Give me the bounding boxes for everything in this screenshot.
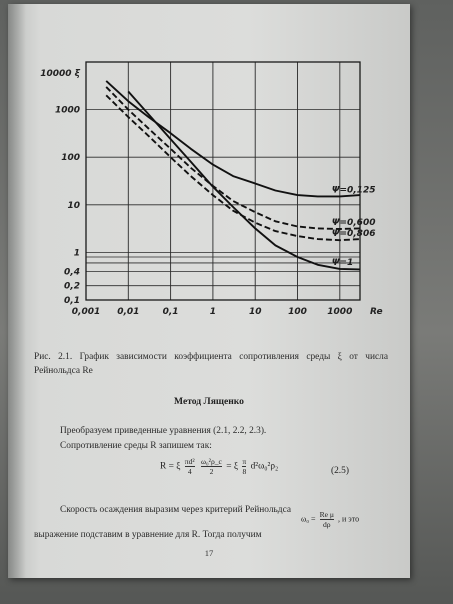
page-number: 17 <box>204 548 214 558</box>
series-label-2: Ψ=0,600 <box>331 218 376 229</box>
fraction-2-denominator: 2 <box>209 467 214 476</box>
inline-formula-velocity <box>301 510 359 529</box>
series-curve-3 <box>106 95 360 240</box>
x-tick-label: 0,001 <box>71 307 101 317</box>
equation-number: (2.5) <box>331 466 349 476</box>
formula-tail: d²ω₀²ρ₂ <box>250 461 279 472</box>
paragraph-4: выражение подставим в уравнение для R. Тогда получим <box>34 530 262 540</box>
inline-formula-denominator: dρ <box>322 520 331 529</box>
x-tick-label: 10 <box>248 307 262 317</box>
y-tick-label: 10 <box>67 200 80 211</box>
y-tick-label: 0,1 <box>64 296 80 306</box>
section-title: Метод Лященко <box>174 396 244 407</box>
x-axis-label: Re <box>370 307 383 317</box>
fraction-1-numerator: πd² <box>184 457 195 466</box>
fraction-1-denominator: 4 <box>187 467 192 476</box>
x-tick-label: 0,1 <box>162 307 179 317</box>
drag-coefficient-chart <box>38 56 394 328</box>
chart-svg <box>38 56 394 328</box>
paragraph-1: Преобразуем приведенные уравнения (2.1, 2.2, 2.3). <box>60 426 267 436</box>
y-tick-label: 0,2 <box>64 281 80 292</box>
x-tick-label: 1000 <box>327 307 353 317</box>
y-tick-label: 0,4 <box>64 267 80 278</box>
paragraph-3-text: Скорость осаждения выразим через критерий Рейнольдса <box>60 505 292 515</box>
series-curve-1 <box>106 81 360 196</box>
y-tick-label: 1000 <box>54 105 80 116</box>
fraction-3-denominator: 8 <box>242 467 247 476</box>
y-axis-top-label: 10000 ξ <box>40 69 80 79</box>
figure-caption: Рис. 2.1. График зависимости коэффициента сопротивления среды ξ от числа Рейнольдса Re <box>34 352 388 376</box>
inline-formula-fraction <box>320 510 334 529</box>
formula-mid: = ξ <box>226 461 239 472</box>
y-tick-label: 100 <box>61 153 80 164</box>
series-label-3: Ψ=0,806 <box>331 229 376 240</box>
formula-2-5 <box>160 457 278 476</box>
formula-fraction-2 <box>201 457 222 476</box>
x-tick-label: 0,01 <box>117 307 140 317</box>
x-tick-label: 1 <box>209 307 217 317</box>
formula-fraction-1 <box>185 457 195 476</box>
formula-lhs: R = ξ <box>160 461 181 472</box>
paragraph-3 <box>60 505 291 515</box>
series-label-4: Ψ=1 <box>331 257 354 268</box>
fraction-3-numerator: π <box>242 457 247 466</box>
paragraph-3-ending: , и это <box>337 514 360 524</box>
book-page <box>8 4 410 578</box>
inline-formula-lhs: ω₀ = <box>301 514 316 524</box>
x-tick-label: 100 <box>288 307 307 317</box>
fraction-2-numerator: ω₀²ρ_с <box>201 457 222 466</box>
y-tick-label: 1 <box>73 248 80 259</box>
inline-formula-numerator: Re μ <box>319 510 334 519</box>
paragraph-2: Сопротивление среды R запишем так: <box>60 441 212 451</box>
series-label-1: Ψ=0,125 <box>331 185 376 196</box>
formula-fraction-3 <box>242 457 246 476</box>
